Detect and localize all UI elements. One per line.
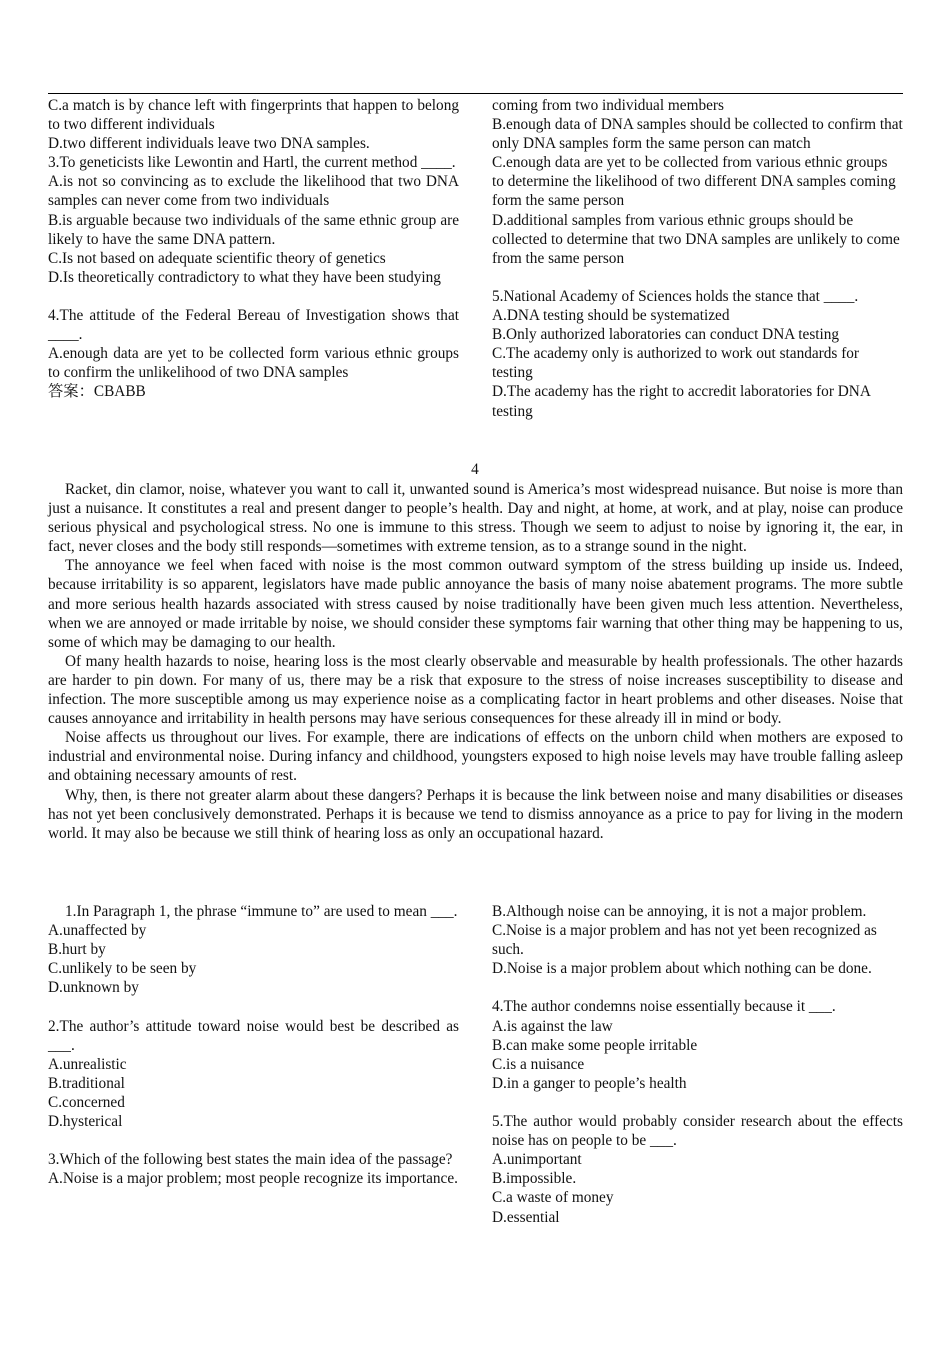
question-line: D.essential: [492, 1208, 560, 1226]
question-line: A.DNA testing should be systematized: [492, 307, 730, 325]
bottom-left-column: [48, 902, 459, 1188]
question-line: B.enough data of DNA samples should be collected to confirm that only DNA samples form the same person can match: [492, 116, 903, 153]
passage-paragraph: The annoyance we feel when faced with noise is the most common outward symptom of the stress building up inside us. Indeed, because irritability is so apparent, legislators have made public annoyance the basis of many noise abatement programs. The more subtle and more serious health hazards associated with stress caused by noise traditionally have been given much less attention. Nevertheless, when we are annoyed or made irritable by noise, we should consider these symptoms fair warning that other thing may be happening to us, some of which may be damaging to our health.: [48, 557, 903, 651]
question-line: B.is arguable because two individuals of the same ethnic group are likely to have the same DNA pattern.: [48, 211, 459, 248]
passage-text: [48, 480, 903, 843]
question-line: 1.In Paragraph 1, the phrase “immune to” are used to mean ___.: [65, 903, 458, 920]
question-line: B.Only authorized laboratories can conduct DNA testing: [492, 326, 840, 344]
passage-paragraph: Racket, din clamor, noise, whatever you want to call it, unwanted sound is America’s most widespread nuisance. But noise is more than just a nuisance. It constitutes a real and present danger to people’s health. Day and night, at home, at work, and at play, noise can produce serious physical and psychological stress. No one is immune to this stress. Though we seem to adjust to noise by ignoring it, the ear, in fact, never closes and the body still responds—sometimes with extreme tension, as to a strange sound in the night.: [48, 481, 903, 556]
question-line: C.a match is by chance left with fingerprints that happen to belong to two different individuals: [48, 97, 459, 134]
spacer: [492, 978, 903, 997]
question-line: C.enough data are yet to be collected from various ethnic groups to determine the likelihood of two different DNA samples coming form the same person: [492, 154, 896, 210]
question-line: D.hysterical: [48, 1113, 123, 1131]
spacer: [48, 1131, 459, 1150]
question-line: A.is not so convincing as to exclude the likelihood that two DNA samples can never come from two individuals: [48, 173, 459, 210]
question-line: 2.The author’s attitude toward noise would best be described as ___.: [48, 1017, 459, 1054]
question-line: 答案：CBABB: [48, 383, 146, 401]
question-line: D.Is theoretically contradictory to what they have been studying: [48, 268, 441, 286]
question-line: D.additional samples from various ethnic groups should be collected to determine that two DNA samples are unlikely to come from the same person: [492, 211, 900, 267]
question-line: 4.The attitude of the Federal Bereau of Investigation shows that ____.: [48, 307, 459, 344]
question-line: C.a waste of money: [492, 1189, 614, 1207]
question-line: C.The academy only is authorized to work out standards for testing: [492, 345, 860, 382]
question-line: coming from two individual members: [492, 97, 724, 114]
question-line: B.impossible.: [492, 1170, 577, 1188]
question-line: C.concerned: [48, 1093, 125, 1111]
passage-paragraph: Why, then, is there not greater alarm about these dangers? Perhaps it is because the link between noise and many disabilities or diseases has not yet been conclusively demonstrated. Perhaps it is because we tend to dismiss annoyance as a price to pay for living in the modern world. It may also be because we still think of hearing loss as only an occupational hazard.: [48, 786, 903, 842]
question-line: 5.National Academy of Sciences holds the stance that ____.: [492, 287, 859, 305]
question-line: C.Noise is a major problem and has not yet been recognized as such.: [492, 922, 877, 959]
question-line: A.is against the law: [492, 1017, 613, 1035]
question-line: D.unknown by: [48, 979, 139, 997]
question-line: 5.The author would probably consider research about the effects noise has on people to be ___.: [492, 1113, 903, 1150]
question-line: D.in a ganger to people’s health: [492, 1074, 687, 1092]
question-line: A.Noise is a major problem; most people recognize its importance.: [48, 1170, 458, 1188]
question-line: A.unimportant: [492, 1151, 582, 1169]
question-line: 3.To geneticists like Lewontin and Hartl, the current method ____.: [48, 154, 456, 172]
question-line: B.can make some people irritable: [492, 1036, 698, 1054]
question-line: A.unrealistic: [48, 1055, 127, 1073]
question-line: B.Although noise can be annoying, it is not a major problem.: [492, 903, 867, 920]
top-left-column: [48, 96, 459, 402]
spacer: [492, 1093, 903, 1112]
spacer: [492, 268, 903, 287]
header-rule: [48, 93, 903, 94]
question-line: 4.The author condemns noise essentially because it ___.: [492, 998, 836, 1016]
passage-number: 4: [471, 461, 479, 478]
passage-paragraph: Noise affects us throughout our lives. For example, there are indications of effects on the unborn child when mothers are exposed to industrial and environmental noise. During infancy and childhood, youngsters exposed to high noise levels may have trouble falling asleep and obtaining necessary amounts of rest.: [48, 729, 903, 785]
question-line: C.is a nuisance: [492, 1055, 585, 1073]
question-line: B.hurt by: [48, 941, 106, 959]
spacer: [48, 287, 459, 306]
passage-paragraph: Of many health hazards to noise, hearing loss is the most clearly observable and measurable by health professionals. The other hazards are harder to pin down. For many of us, there may be a risk that exposure to the stress of noise increases susceptibility to disease and infection. The more susceptible among us may experience noise as a complicating factor in heart problems and other diseases. Noise that causes annoyance and irritability in health persons may have serious consequences for these already ill in mind or body.: [48, 652, 903, 728]
question-line: D.The academy has the right to accredit laboratories for DNA testing: [492, 383, 871, 420]
question-line: D.two different individuals leave two DNA samples.: [48, 135, 370, 153]
spacer: [48, 997, 459, 1016]
question-line: C.unlikely to be seen by: [48, 960, 197, 978]
question-line: C.Is not based on adequate scientific theory of genetics: [48, 249, 386, 267]
question-line: A.unaffected by: [48, 922, 147, 940]
question-line: 3.Which of the following best states the main idea of the passage?: [48, 1151, 453, 1169]
question-line: A.enough data are yet to be collected form various ethnic groups to confirm the unlikelihood of two DNA samples: [48, 345, 459, 382]
bottom-right-column: [492, 902, 903, 1227]
question-line: D.Noise is a major problem about which nothing can be done.: [492, 960, 872, 978]
question-line: B.traditional: [48, 1074, 125, 1092]
top-right-column: [492, 96, 903, 421]
